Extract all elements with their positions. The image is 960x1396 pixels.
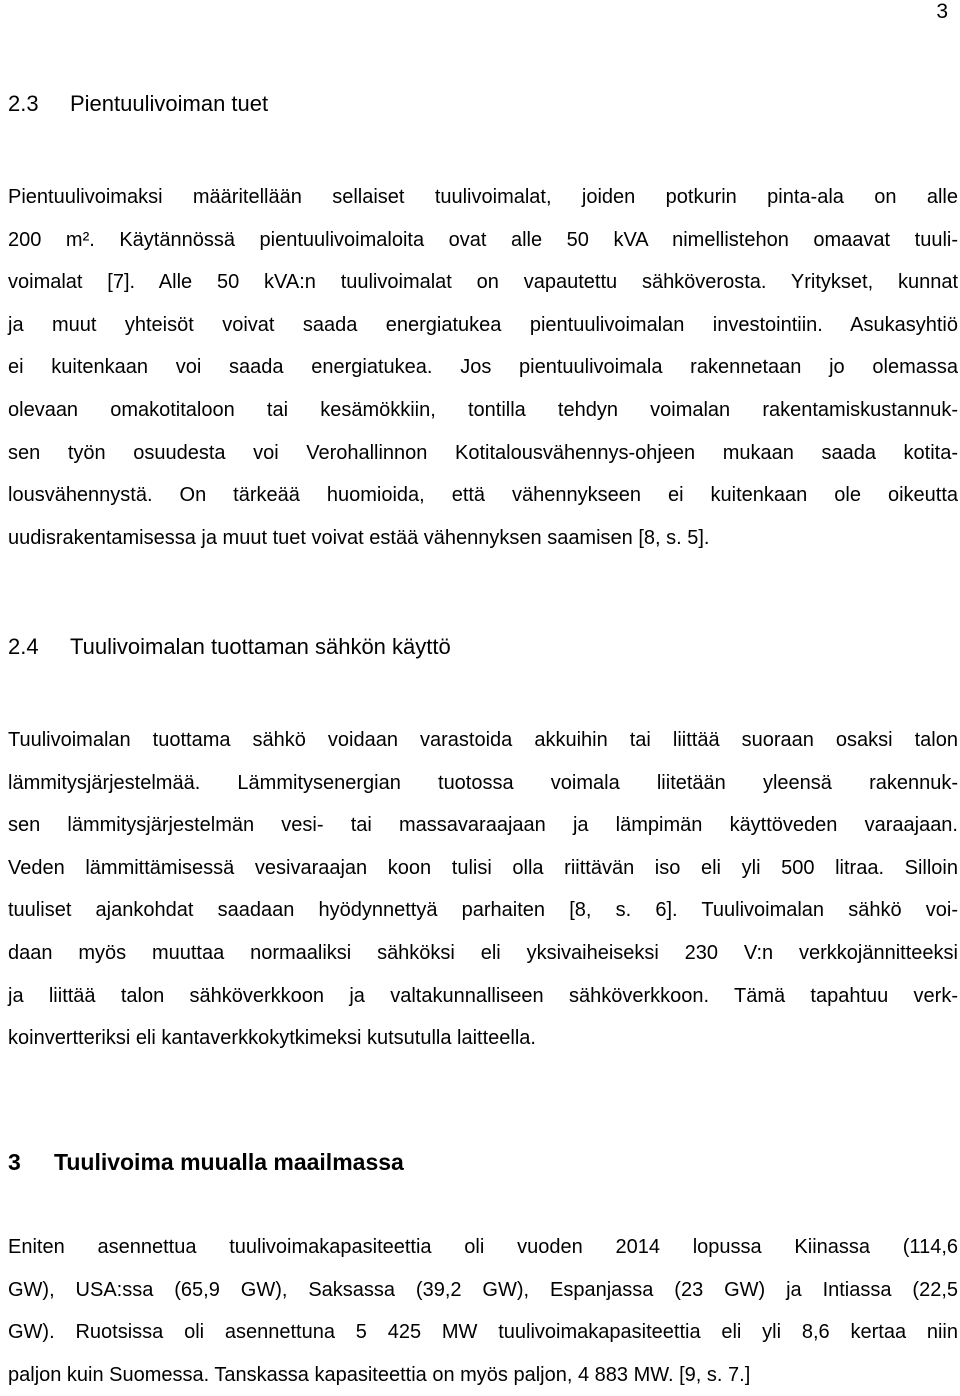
text-line: sen lämmitysjärjestelmän vesi- tai massavaraajaan ja lämpimän käyttöveden varaajaan. (8, 814, 958, 837)
text-line: ei kuitenkaan voi saada energiatukea. Jos pientuulivoimala rakennetaan jo olemassa (8, 356, 958, 379)
text-line: koinvertteriksi eli kantaverkkokytkimeksi kutsutulla laitteella. (8, 1027, 536, 1050)
section-title: Pientuulivoiman tuet (70, 91, 269, 116)
section-number: 3 (8, 1149, 21, 1175)
text-line: voimalat [7]. Alle 50 kVA:n tuulivoimalat on vapautettu sähköverosta. Yritykset, kunnat (8, 271, 958, 294)
section-heading-2-4 (8, 633, 451, 661)
paragraph-2-4 (8, 719, 958, 1060)
page-number: 3 (936, 0, 948, 23)
text-line: Pientuulivoimaksi määritellään sellaiset tuulivoimalat, joiden potkurin pinta-ala on alle (8, 186, 958, 208)
text-line: Veden lämmittämisessä vesivaraajan koon tulisi olla riittävän iso eli yli 500 litraa. Silloin (8, 856, 958, 879)
text-line: lämmitysjärjestelmää. Lämmitysenergian tuotossa voimala liitetään yleensä rakennuk- (8, 771, 958, 794)
section-heading-3 (8, 1148, 404, 1176)
section-number: 2.3 (8, 91, 39, 116)
text-line: 200 m². Käytännössä pientuulivoimaloita ovat alle 50 kVA nimellistehon omaavat tuuli- (8, 228, 958, 251)
section-title: Tuulivoimalan tuottaman sähkön käyttö (70, 634, 451, 659)
text-line: Tuulivoimalan tuottama sähkö voidaan varastoida akkuihin tai liittää suoraan osaksi talon (8, 729, 958, 751)
paragraph-2-3 (8, 176, 958, 559)
paragraph-3 (8, 1226, 958, 1396)
text-line: tuuliset ajankohdat saadaan hyödynnettyä parhaiten [8, s. 6]. Tuulivoimalan sähkö voi- (8, 899, 958, 922)
text-line: ja liittää talon sähköverkkoon ja valtakunnalliseen sähköverkkoon. Tämä tapahtuu verk- (8, 984, 958, 1007)
section-title: Tuulivoima muualla maailmassa (54, 1149, 404, 1175)
text-line: uudisrakentamisessa ja muut tuet voivat estää vähennyksen saamisen [8, s. 5]. (8, 526, 710, 549)
section-number: 2.4 (8, 634, 39, 659)
text-line: GW). Ruotsissa oli asennettuna 5 425 MW tuulivoimakapasiteettia eli yli 8,6 kertaa niin (8, 1321, 958, 1344)
text-line: ja muut yhteisöt voivat saada energiatukea pientuulivoimalan investointiin. Asukasyhtiö (8, 313, 958, 336)
text-line: daan myös muuttaa normaaliksi sähköksi eli yksivaiheiseksi 230 V:n verkkojännitteeksi (8, 941, 958, 964)
text-line: paljon kuin Suomessa. Tanskassa kapasiteettia on myös paljon, 4 883 MW. [9, s. 7.] (8, 1363, 751, 1386)
text-line: lousvähennystä. On tärkeää huomioida, että vähennykseen ei kuitenkaan ole oikeutta (8, 484, 958, 507)
text-line: Eniten asennettua tuulivoimakapasiteettia oli vuoden 2014 lopussa Kiinassa (114,6 (8, 1236, 958, 1258)
text-line: sen työn osuudesta voi Verohallinnon Kotitalousvähennys-ohjeen mukaan saada kotita- (8, 441, 958, 464)
text-line: GW), USA:ssa (65,9 GW), Saksassa (39,2 GW), Espanjassa (23 GW) ja Intiassa (22,5 (8, 1278, 958, 1301)
text-line: olevaan omakotitaloon tai kesämökkiin, tontilla tehdyn voimalan rakentamiskustannuk- (8, 398, 958, 421)
section-heading-2-3 (8, 90, 268, 118)
